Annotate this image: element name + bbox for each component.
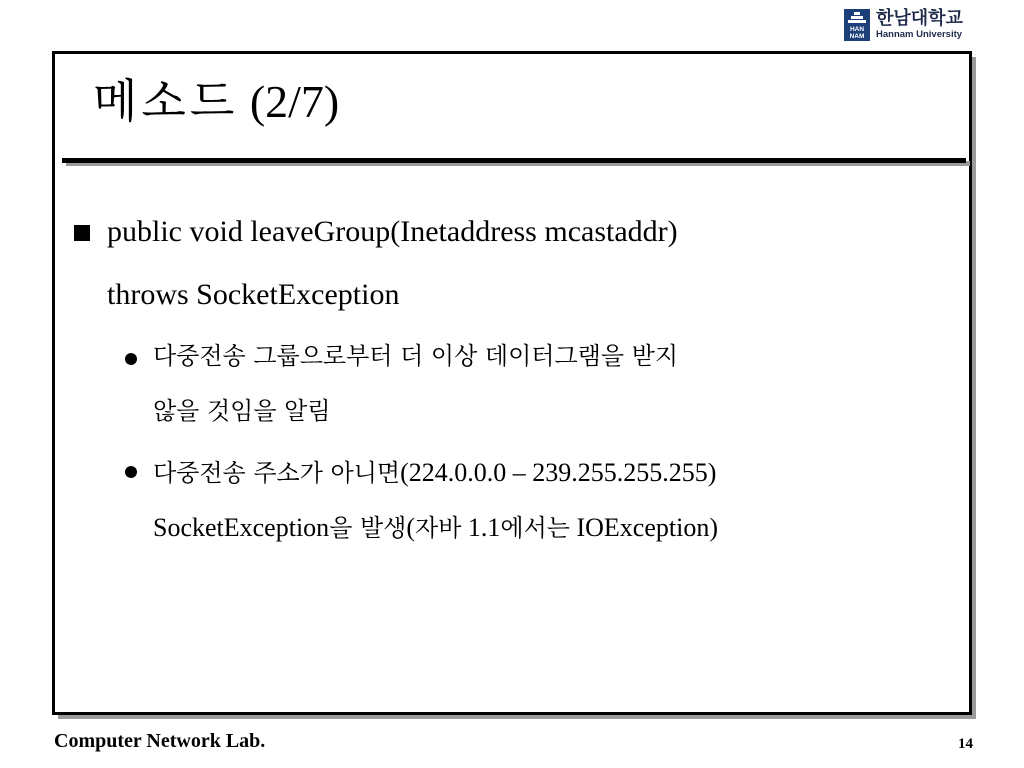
subbullet2-line2-version: 1.1 [461,513,501,542]
square-bullet-icon [74,225,90,241]
hannam-emblem-icon [844,9,870,41]
subbullet2-line2 [153,512,718,542]
subbullet2-line2-korean2: 자바 [415,514,462,542]
subbullet1-line2: 않을 것임을 알림 [153,397,331,425]
slide-title [93,74,340,128]
subbullet2-line2-korean1: 을 발생 [329,514,407,542]
bullet1-line1: public void leaveGroup(Inetaddress mcastaddr) [107,215,678,248]
subbullet2-line2-exception: SocketException [153,513,330,542]
subbullet1-line1: 다중전송 그룹으로부터 더 이상 데이터그램을 받지 [153,342,679,370]
subbullet2-line2-ioexception: IOException) [569,513,718,542]
svg-text:NAM: NAM [849,33,865,40]
footer-page-number: 14 [958,736,973,752]
slide-frame [52,51,972,715]
svg-text:HAN: HAN [849,26,865,33]
slide-title-suffix: (2/7) [249,76,340,127]
slide-title-korean: 메소드 [93,74,239,128]
footer-lab-name: Computer Network Lab. [54,730,266,752]
subbullet2-line2-paren: ( [406,513,416,542]
subbullet2-line1 [153,457,716,487]
logo-english-name: Hannam University [876,29,963,41]
subbullet2-line1-range: (224.0.0.0 – 239.255.255.255) [400,458,717,487]
subbullet2-line2-korean3: 에서는 [500,514,570,542]
bullet1-line2: throws SocketException [107,278,400,311]
round-bullet-icon [125,353,137,365]
subbullet2-line1-korean: 다중전송 주소가 아니면 [153,459,401,487]
logo-korean-name: 한남대학교 [876,8,963,30]
title-divider [62,158,966,163]
round-bullet-icon [125,466,137,478]
university-logo [844,8,980,42]
